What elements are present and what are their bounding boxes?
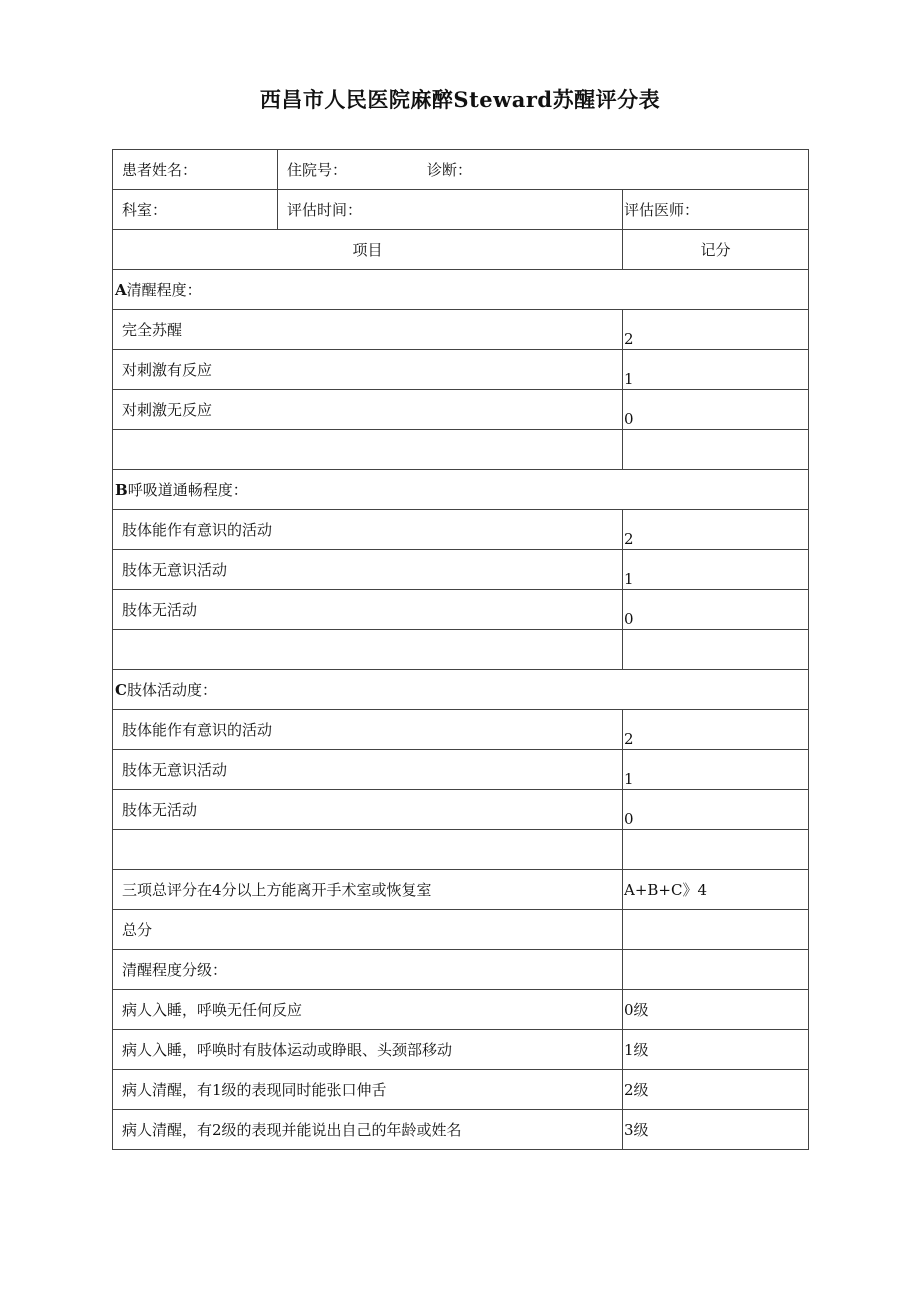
- criteria-value: A+B+C》4: [623, 870, 809, 910]
- patient-name-field[interactable]: 患者姓名：: [113, 150, 278, 190]
- grade-row: [113, 1110, 809, 1150]
- total-label: 总分: [113, 910, 623, 950]
- criteria-row: [113, 870, 809, 910]
- total-row: [113, 910, 809, 950]
- item-score: 0: [623, 590, 809, 630]
- blank-item-cell[interactable]: [113, 830, 623, 870]
- table-row: [113, 510, 809, 550]
- header-row-patient: [113, 150, 809, 190]
- section-c-title: [113, 670, 809, 710]
- blank-score-cell[interactable]: [623, 430, 809, 470]
- section-b-title: [113, 470, 809, 510]
- eval-time-field[interactable]: 评估时间：: [278, 190, 623, 230]
- column-header-row: [113, 230, 809, 270]
- eval-doctor-field[interactable]: 评估医师：: [623, 190, 809, 230]
- blank-row: [113, 630, 809, 670]
- blank-item-cell[interactable]: [113, 430, 623, 470]
- item-text: 肢体无意识活动: [113, 750, 623, 790]
- section-b-letter: B: [115, 481, 128, 499]
- blank-row: [113, 830, 809, 870]
- item-text: 肢体能作有意识的活动: [113, 710, 623, 750]
- section-b-header: [113, 470, 809, 510]
- section-a-header: [113, 270, 809, 310]
- admission-no-field[interactable]: 住院号：: [287, 161, 348, 179]
- blank-row: [113, 430, 809, 470]
- table-row: [113, 550, 809, 590]
- grade-level: 1级: [623, 1030, 809, 1070]
- table-row: [113, 310, 809, 350]
- page-title: 西昌市人民医院麻醉Steward苏醒评分表: [259, 87, 661, 112]
- grading-label: 清醒程度分级：: [113, 950, 623, 990]
- item-text: 对刺激有反应: [113, 350, 623, 390]
- item-column-header: 项目: [113, 230, 623, 270]
- grade-level: 0级: [623, 990, 809, 1030]
- table-row: [113, 350, 809, 390]
- section-c-label: 肢体活动度：: [126, 681, 217, 699]
- item-score: 2: [623, 310, 809, 350]
- table-row: [113, 750, 809, 790]
- grading-header-row: [113, 950, 809, 990]
- item-text: 肢体能作有意识的活动: [113, 510, 623, 550]
- steward-score-table: [112, 149, 809, 1150]
- grade-row: [113, 1030, 809, 1070]
- criteria-text: 三项总评分在4分以上方能离开手术室或恢复室: [113, 870, 623, 910]
- blank-item-cell[interactable]: [113, 630, 623, 670]
- item-text: 肢体无活动: [113, 790, 623, 830]
- header-row-department: [113, 190, 809, 230]
- grade-text: 病人清醒，有2级的表现并能说出自己的年龄或姓名: [113, 1110, 623, 1150]
- grading-value-cell: [623, 950, 809, 990]
- item-text: 肢体无意识活动: [113, 550, 623, 590]
- item-score: 1: [623, 550, 809, 590]
- department-field[interactable]: 科室：: [113, 190, 278, 230]
- grade-level: 2级: [623, 1070, 809, 1110]
- item-score: 0: [623, 790, 809, 830]
- item-score: 0: [623, 390, 809, 430]
- grade-text: 病人入睡，呼唤无任何反应: [113, 990, 623, 1030]
- item-score: 2: [623, 510, 809, 550]
- item-score: 1: [623, 750, 809, 790]
- section-a-label: 清醒程度：: [126, 281, 202, 299]
- grade-level: 3级: [623, 1110, 809, 1150]
- score-column-header: 记分: [623, 230, 809, 270]
- table-row: [113, 390, 809, 430]
- item-text: 肢体无活动: [113, 590, 623, 630]
- grade-text: 病人入睡，呼唤时有肢体运动或睁眼、头颈部移动: [113, 1030, 623, 1070]
- total-score-field[interactable]: [623, 910, 809, 950]
- item-text: 完全苏醒: [113, 310, 623, 350]
- blank-score-cell[interactable]: [623, 630, 809, 670]
- grade-row: [113, 1070, 809, 1110]
- table-row: [113, 590, 809, 630]
- admission-diagnosis-cell: [278, 150, 809, 190]
- section-a-title: [113, 270, 809, 310]
- item-score: 1: [623, 350, 809, 390]
- item-score: 2: [623, 710, 809, 750]
- grade-text: 病人清醒，有1级的表现同时能张口伸舌: [113, 1070, 623, 1110]
- item-text: 对刺激无反应: [113, 390, 623, 430]
- table-row: [113, 710, 809, 750]
- grade-row: [113, 990, 809, 1030]
- blank-score-cell[interactable]: [623, 830, 809, 870]
- table-row: [113, 790, 809, 830]
- diagnosis-field[interactable]: 诊断：: [427, 161, 473, 179]
- section-a-letter: A: [115, 281, 127, 299]
- section-c-header: [113, 670, 809, 710]
- section-c-letter: C: [115, 681, 127, 699]
- section-b-label: 呼吸道通畅程度：: [127, 481, 248, 499]
